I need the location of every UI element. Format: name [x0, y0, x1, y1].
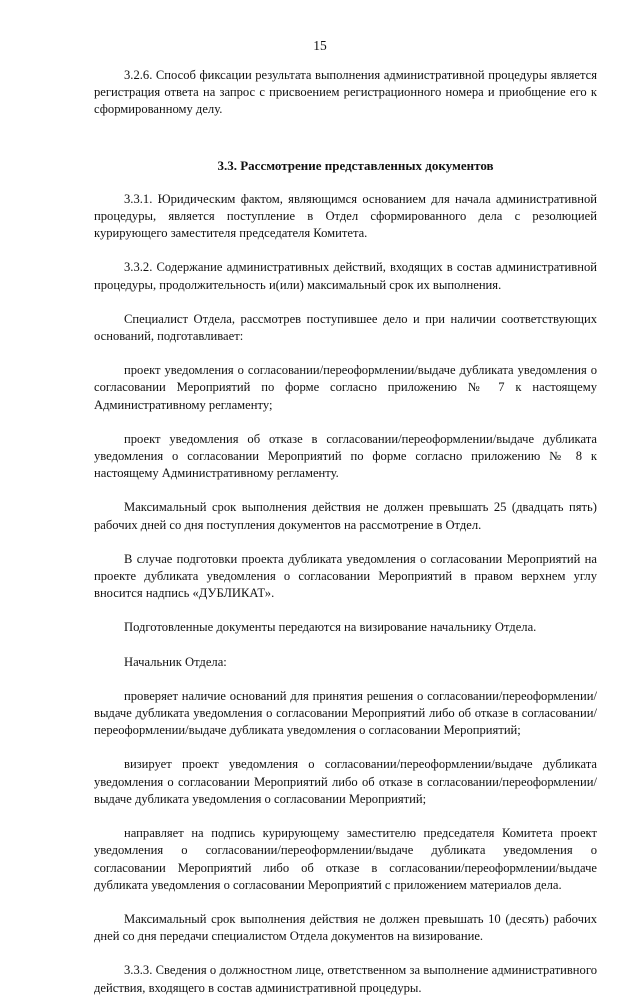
paragraph-3-3-1: 3.3.1. Юридическим фактом, являющимся основанием для начала административной процедуры, является поступление в Отдел сформированного дела с резолюцией курирующего заместителя председателя Комитета. — [94, 191, 597, 241]
paragraph-endorses: визирует проект уведомления о согласовании/переоформлении/выдаче дубликата уведомления о согласовании Мероприятий либо об отказе в согласовании/переоформлении/выдаче дубликата уведомления о согласовании Мероприятий; — [94, 757, 597, 806]
paragraph-draft-refusal: проект уведомления об отказе в согласовании/переоформлении/выдаче дубликата уведомления о согласовании Мероприятий по форме согласно приложению № 8 к настоящему Административному регламенту. — [94, 431, 597, 481]
section-heading: 3.3. Рассмотрение представленных документов — [217, 157, 494, 173]
paragraph-max-term-25: Максимальный срок выполнения действия не должен превышать 25 (двадцать пять) рабочих дней со дня поступления документов на рассмотрение в Отдел. — [94, 500, 597, 532]
paragraph-draft-approval: проект уведомления о согласовании/переоформлении/выдаче дубликата уведомления о согласовании Мероприятий по форме согласно приложению № 7 к настоящему Административному регламенту; — [94, 363, 597, 412]
paragraph-checks: проверяет наличие оснований для принятия решения о согласовании/переоформлении/выдаче дубликата уведомления о согласовании Мероприятий либо об отказе в согласовании/переоформлении/выдаче дубликата уведомления о согласовании Мероприятий; — [94, 688, 597, 738]
paragraph-submitted-docs: Подготовленные документы передаются на визирование начальнику Отдела. — [124, 620, 537, 635]
paragraph-sends-for-signature: направляет на подпись курирующему заместителю председателя Комитета проект уведомления о согласовании/переоформлении/выдаче дубликата уведомления о согласовании Мероприятий либо об отказе в согласовании/переоформлении/выдаче дубликата уведомления о согласовании Мероприятий с приложением материалов дела. — [94, 826, 597, 892]
paragraph-3-3-2: 3.3.2. Содержание административных действий, входящих в состав административной процедуры, продолжительность и(или) максимальный срок их выполнения. — [94, 260, 597, 292]
paragraph-specialist: Специалист Отдела, рассмотрев поступившее дело и при наличии соответствующих оснований, подготавливает: — [94, 311, 597, 344]
paragraph-3-3-3: 3.3.3. Сведения о должностном лице, ответственном за выполнение административного действия, входящего в состав административной процедуры. — [94, 963, 597, 995]
page-number: 15 — [313, 38, 327, 53]
document-body — [94, 67, 597, 997]
paragraph-duplicate-mark: В случае подготовки проекта дубликата уведомления о согласовании Мероприятий на проекте дубликата уведомления о согласовании Мероприятий в правом верхнем углу вносится надпись «ДУБЛИКАТ». — [94, 551, 597, 601]
paragraph-head-of-department: Начальник Отдела: — [124, 654, 227, 669]
paragraph-max-term-10: Максимальный срок выполнения действия не должен превышать 10 (десять) рабочих дней со дня передачи специалистом Отдела документов на визирование. — [94, 911, 597, 944]
paragraph-3-2-6: 3.2.6. Способ фиксации результата выполнения административной процедуры является регистрация ответа на запрос с присвоением регистрационного номера и приобщение его к сформированному делу. — [94, 68, 597, 117]
